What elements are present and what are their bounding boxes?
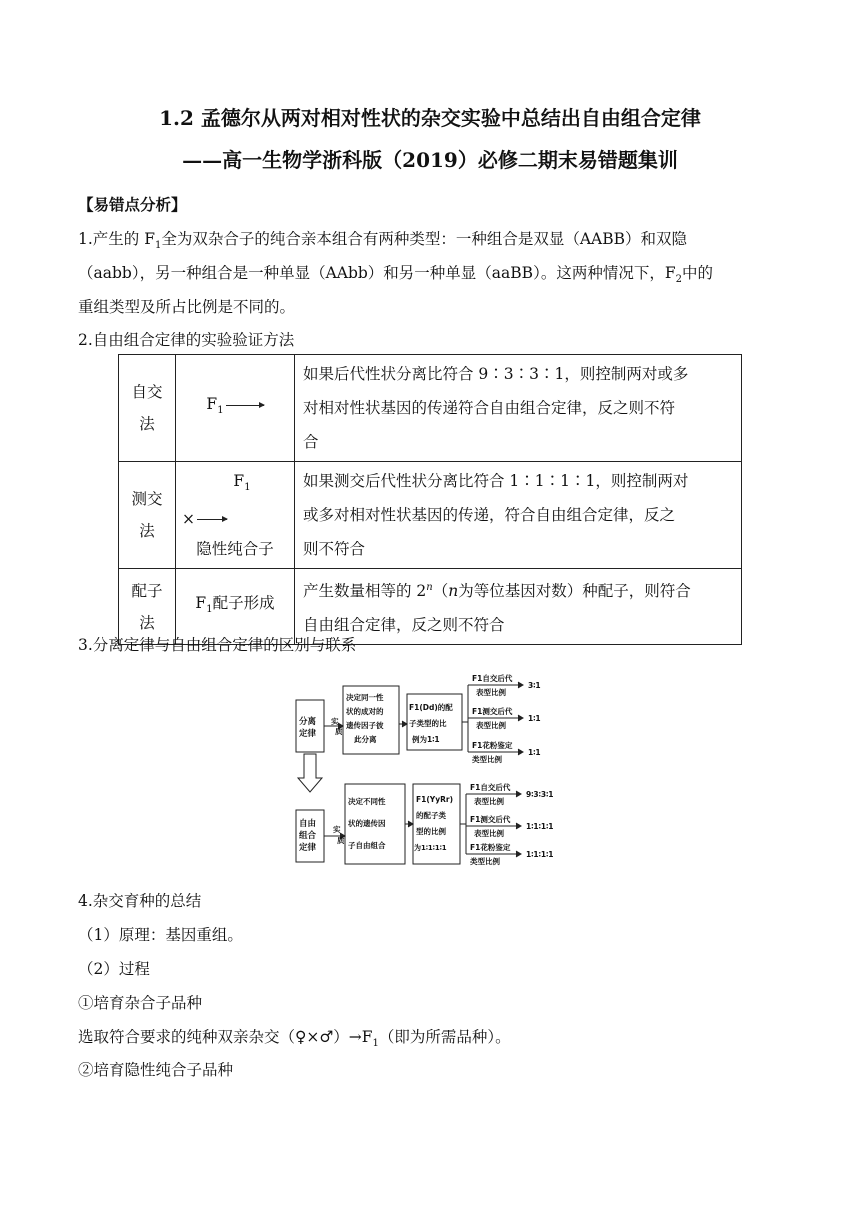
diagram-label: 遗传因子彼 bbox=[346, 721, 384, 730]
diagram-label: 的配子类 bbox=[416, 811, 446, 820]
method-procedure: $F_1$配子形成 bbox=[176, 569, 295, 645]
point1-line1: 1.产生的 $F_1$全为双杂合子的纯合亲本组合有两种类型：一种组合是双显（AABB）和双隐 bbox=[78, 230, 688, 252]
diagram-label: 表型比例 bbox=[476, 721, 506, 730]
diagram-label: 类型比例 bbox=[472, 755, 502, 764]
diagram-label: F1(Dd)的配 bbox=[409, 703, 453, 712]
diagram-label: 子自由组合 bbox=[348, 841, 386, 850]
point1-line3: 重组类型及所占比例是不同的。 bbox=[78, 298, 296, 316]
table-row bbox=[119, 462, 742, 569]
point2-heading: 2.自由组合定律的实验验证方法 bbox=[78, 331, 295, 349]
table-row bbox=[119, 355, 742, 462]
diagram-ratio: 1∶1 bbox=[528, 748, 541, 757]
diagram-label: 实 bbox=[333, 825, 341, 834]
diagram-label: 质 bbox=[337, 836, 345, 845]
point4-process: （2）过程 bbox=[78, 960, 150, 978]
method-result: 如果测交后代性状分离比符合 1∶1∶1∶1，则控制两对 或多对相对性状基因的传递，符合自由组合定律，反之 则不符合 bbox=[295, 462, 742, 569]
diagram-label: 表型比例 bbox=[474, 829, 504, 838]
method-procedure: $F_1$ × 隐性纯合子 bbox=[176, 462, 295, 569]
point4-sub1: ①培育杂合子品种 bbox=[78, 994, 203, 1012]
method-name: 测交 法 bbox=[119, 462, 176, 569]
diagram-label: 状的成对的 bbox=[346, 707, 384, 716]
diagram-label: 表型比例 bbox=[476, 688, 506, 697]
diagram-label: 分离 bbox=[299, 717, 317, 727]
diagram-label: 实 bbox=[331, 717, 339, 726]
law-comparison-diagram bbox=[290, 668, 580, 868]
diagram-ratio: 1∶1 bbox=[528, 714, 541, 723]
down-arrow-icon bbox=[298, 754, 322, 792]
diagram-label: 定律 bbox=[299, 843, 317, 853]
diagram-ratio: 9∶3∶3∶1 bbox=[526, 790, 554, 799]
diagram-label: F1自交后代 bbox=[472, 674, 513, 683]
diagram-label: 组合 bbox=[299, 831, 317, 841]
diagram-label: 例为1∶1 bbox=[412, 735, 440, 744]
diagram-ratio: 3∶1 bbox=[528, 681, 541, 690]
diagram-label: 子类型的比 bbox=[409, 719, 447, 728]
diagram-label: F1测交后代 bbox=[472, 707, 513, 716]
diagram-ratio: 1∶1∶1∶1 bbox=[526, 822, 554, 831]
diagram-label: F1花粉鉴定 bbox=[470, 843, 511, 852]
diagram-ratio: 1∶1∶1∶1 bbox=[526, 850, 554, 859]
arrow-icon bbox=[197, 519, 227, 520]
method-procedure: $F_1$ bbox=[176, 355, 295, 462]
point4-sub2: ②培育隐性纯合子品种 bbox=[78, 1061, 234, 1079]
diagram-label: F1自交后代 bbox=[470, 783, 511, 792]
diagram-label: 决定不同性 bbox=[348, 797, 386, 806]
diagram-label: 定律 bbox=[299, 729, 317, 739]
diagram-label: 为1∶1∶1∶1 bbox=[414, 844, 447, 852]
diagram-label: F1(YyRr) bbox=[416, 795, 453, 804]
arrow-icon bbox=[226, 405, 264, 406]
method-result: 产生数量相等的 2$^n$（n为等位基因对数）种配子，则符合 自由组合定律，反之则不符合 bbox=[295, 569, 742, 645]
method-result: 如果后代性状分离比符合 9∶3∶3∶1，则控制两对或多 对相对性状基因的传递符合自由组合定律，反之则不符 合 bbox=[295, 355, 742, 462]
verification-methods-table bbox=[118, 354, 742, 645]
diagram-label: 类型比例 bbox=[470, 857, 500, 866]
point1-line2: （aabb），另一种组合是一种单显（AAbb）和另一种单显（aaBB）。这两种情况下，$F_2$中的 bbox=[78, 264, 713, 286]
point4-sub1-text: 选取符合要求的纯种双亲杂交$(♀\times♂)\to F_1$（即为所需品种）。 bbox=[78, 1028, 511, 1050]
diagram-label: 此分离 bbox=[354, 735, 377, 744]
method-name: 自交 法 bbox=[119, 355, 176, 462]
diagram-label: 质 bbox=[335, 727, 343, 736]
diagram-label: 表型比例 bbox=[474, 797, 504, 806]
section-heading: 【易错点分析】 bbox=[78, 195, 187, 214]
diagram-label: F1花粉鉴定 bbox=[472, 741, 513, 750]
document-title-line1: 1.2 孟德尔从两对相对性状的杂交实验中总结出自由组合定律 bbox=[159, 106, 701, 130]
diagram-label: 自由 bbox=[299, 819, 317, 829]
point4-principle: （1）原理：基因重组。 bbox=[78, 926, 243, 944]
method-name: 配子 法 bbox=[119, 569, 176, 645]
document-title-line2: ——高一生物学浙科版（2019）必修二期末易错题集训 bbox=[182, 148, 678, 172]
diagram-label: 状的遗传因 bbox=[348, 819, 386, 828]
diagram-label: 决定同一性 bbox=[346, 693, 384, 702]
point4-heading: 4.杂交育种的总结 bbox=[78, 892, 202, 910]
point3-heading: 3.分离定律与自由组合定律的区别与联系 bbox=[78, 636, 357, 654]
diagram-label: F1测交后代 bbox=[470, 815, 511, 824]
diagram-label: 型的比例 bbox=[416, 827, 446, 836]
